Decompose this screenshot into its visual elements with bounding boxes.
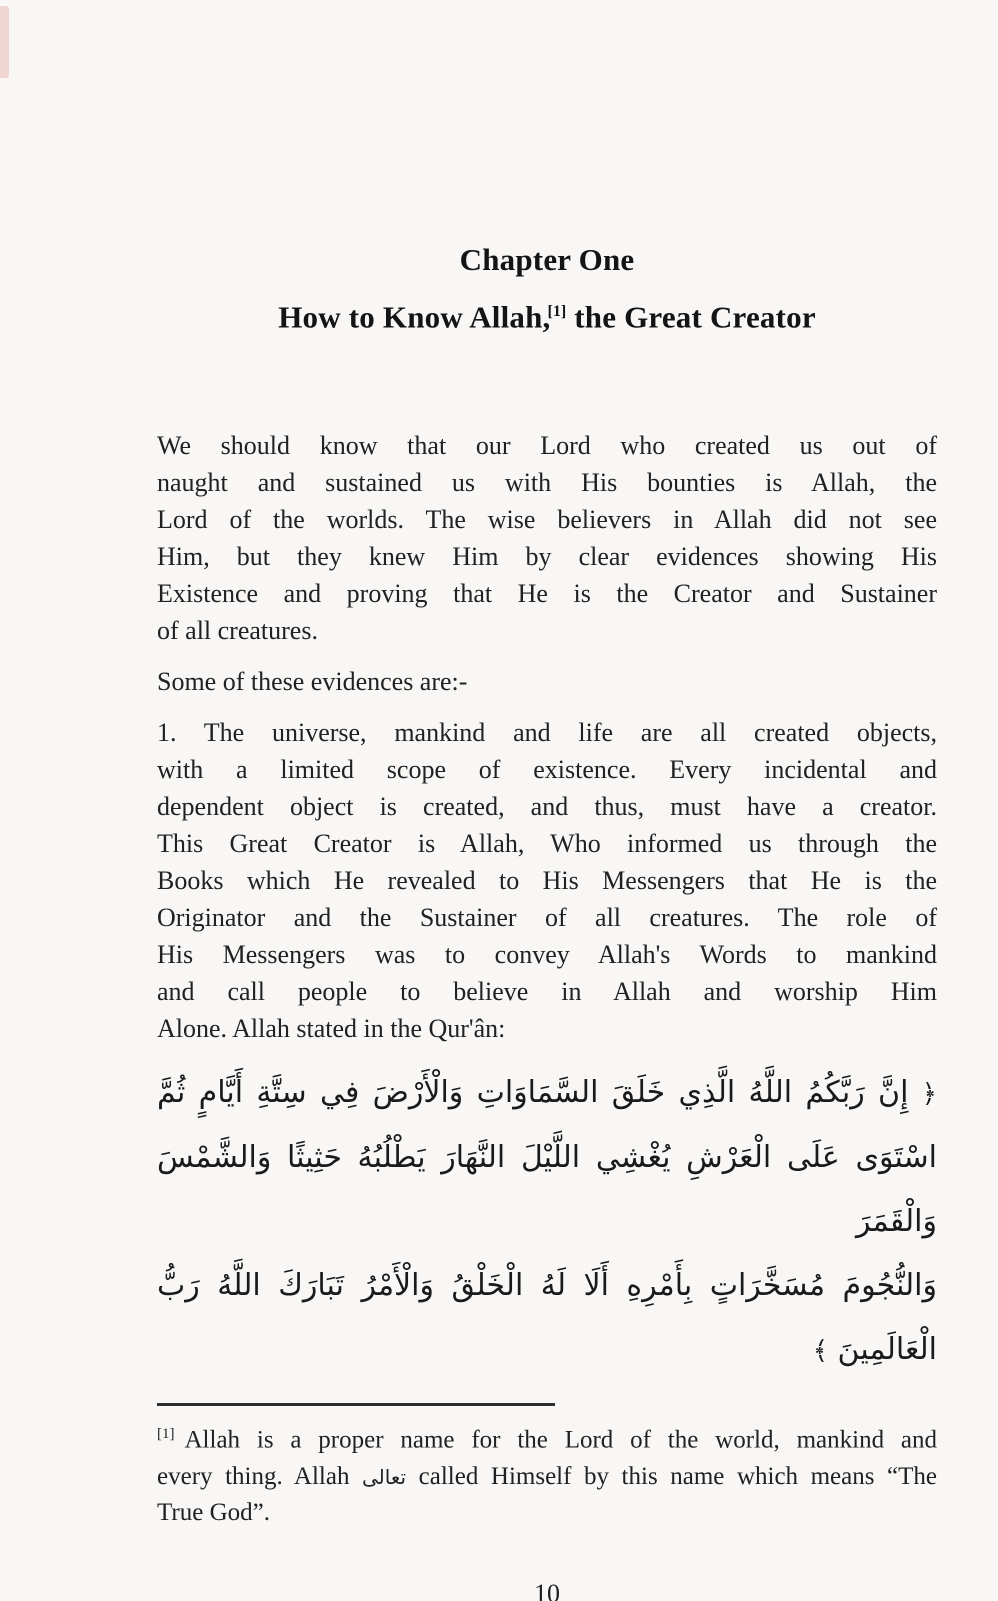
paragraph-line: His Messengers was to convey Allah's Words to mankind (157, 940, 937, 970)
footnote-arabic-word: تعالى (362, 1464, 407, 1489)
paragraph-line: We should know that our Lord who created us out of (157, 431, 937, 461)
text-column (157, 0, 937, 1601)
footnote-text: Allah is a proper name for the Lord of the world, mankind and (184, 1426, 937, 1454)
paragraph-line: naught and sustained us with His bounties is Allah, the (157, 468, 937, 498)
paragraph-line: with a limited scope of existence. Every incidental and (157, 755, 937, 785)
chapter-title: Chapter One (459, 242, 635, 277)
footnote-marker: [1] (157, 1426, 175, 1443)
footnote-reference-superscript: [1] (547, 303, 567, 320)
footnote-line-1 (157, 1416, 937, 1458)
verse-opening-ornament-icon: ﴿ (921, 1079, 937, 1110)
binding-edge-mark (0, 6, 9, 78)
paragraph-line: Originator and the Sustainer of all creatures. The role of (157, 903, 937, 933)
chapter-subtitle (157, 286, 937, 343)
footnote-separator-rule (157, 1403, 555, 1406)
footnote (157, 1416, 937, 1530)
quran-verse-line-3 (157, 1254, 937, 1383)
quran-verse-line-1 (157, 1061, 937, 1126)
footnote-text: True God”. (157, 1498, 270, 1526)
paragraph-line: This Great Creator is Allah, Who informed us through the (157, 829, 937, 859)
paragraph-line: Books which He revealed to His Messengers that He is the (157, 866, 937, 896)
quran-verse-text: وَالنُّجُومَ مُسَخَّرَاتٍ بِأَمْرِهِ أَلَا لَهُ الْخَلْقُ وَالْأَمْرُ تَبَارَكَ اللَّهُ رَبُّ الْعَالَمِينَ (157, 1268, 937, 1368)
footnote-text: called Himself by this name which means “The (406, 1462, 937, 1490)
paragraph-line: Lord of the worlds. The wise believers in Allah did not see (157, 505, 937, 535)
paragraph-1 (157, 427, 937, 649)
paragraph-line: Alone. Allah stated in the Qur'ân: (157, 1014, 506, 1044)
quran-verse (157, 1061, 937, 1383)
chapter-subtitle-prefix: How to Know Allah, (278, 299, 551, 335)
body-text (157, 427, 937, 1047)
footnote-text: every thing. Allah (157, 1462, 363, 1490)
page-number: 10 (534, 1578, 560, 1601)
paragraph-line: 1. The universe, mankind and life are all created objects, (157, 718, 937, 748)
quran-verse-text: اسْتَوَى عَلَى الْعَرْشِ يُغْشِي اللَّيْلَ النَّهَارَ يَطْلُبُهُ حَثِيثًا وَالشَّمْسَ وَالْقَمَرَ (157, 1140, 937, 1240)
verse-closing-ornament-icon: ﴾ (812, 1336, 828, 1367)
paragraph-line: Existence and proving that He is the Creator and Sustainer (157, 579, 937, 609)
paragraph-3 (157, 714, 937, 1047)
quran-verse-line-2 (157, 1126, 937, 1254)
chapter-subtitle-suffix: the Great Creator (566, 299, 816, 335)
quran-verse-text: إِنَّ رَبَّكُمُ اللَّهُ الَّذِي خَلَقَ السَّمَاوَاتِ وَالْأَرْضَ فِي سِتَّةِ أَيَّامٍ ثُمَّ (157, 1075, 909, 1111)
chapter-heading (157, 234, 937, 343)
paragraph-line: Some of these evidences are:- (157, 667, 468, 697)
footnote-line-2 (157, 1459, 937, 1495)
paragraph-line: of all creatures. (157, 616, 318, 646)
paragraph-line: Him, but they knew Him by clear evidences showing His (157, 542, 937, 572)
paragraph-line: and call people to believe in Allah and worship Him (157, 977, 937, 1007)
footnote-line-3 (157, 1495, 937, 1531)
paragraph-line: dependent object is created, and thus, must have a creator. (157, 792, 937, 822)
paragraph-2 (157, 663, 937, 700)
